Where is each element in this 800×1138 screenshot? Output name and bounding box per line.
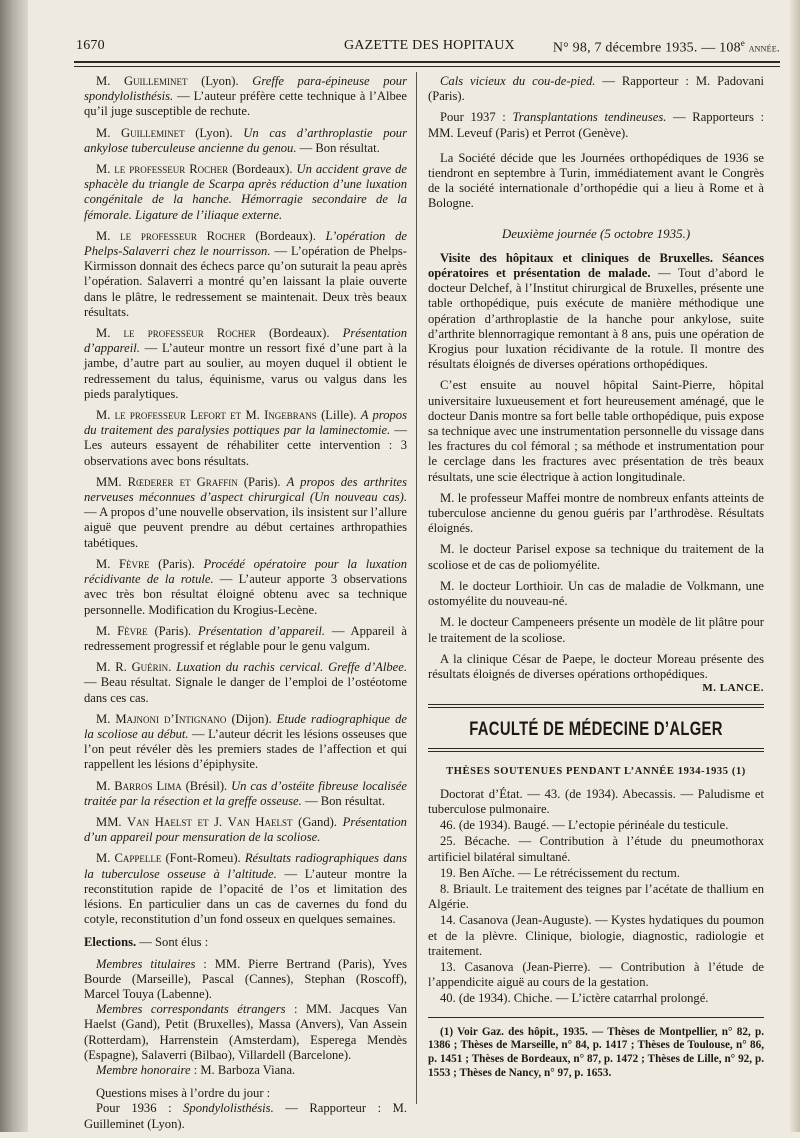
elections-text: — Sont élus : bbox=[136, 935, 209, 950]
thesis-entry: 8. Briault. Le traitement des teignes par l’acétate de thallium en Algérie. bbox=[428, 881, 764, 912]
author-place: (Brésil). bbox=[181, 778, 232, 793]
section-rule bbox=[428, 748, 764, 752]
communication-fevre-1 bbox=[84, 557, 407, 618]
author-place: (Lyon). bbox=[184, 125, 244, 140]
members-list: : MM. Pierre Bertrand (Paris), Yves Bourde (Marseille), Pascal (Cannes), Stephan (Roscoff), Marcel Touya (Labenne). bbox=[84, 956, 407, 1001]
header-rule-top bbox=[74, 61, 780, 63]
author-name: M. Fèvre bbox=[96, 556, 150, 571]
author-name: MM. Rœderer et Graffin bbox=[96, 474, 238, 489]
author-place: (Lyon). bbox=[187, 74, 253, 88]
thesis-entry: Doctorat d’État. — 43. (de 1934). Abecassis. — Paludisme et tuberculose pulmonaire. bbox=[428, 786, 764, 816]
thesis-entry: 46. (de 1934). Baugé. — L’ectopie périnéale du testicule. bbox=[440, 818, 729, 833]
second-day-heading: Deuxième journée (5 octobre 1935.) bbox=[501, 225, 691, 241]
author-place: (Paris). bbox=[237, 474, 287, 489]
communication-title: Présentation d’appareil. bbox=[198, 623, 326, 638]
maffei-paragraph: M. le professeur Maffei montre de nombreux enfants atteints de tuberculose ancienne du genou guéris par l’arthrodèse. Résultats éloignés. bbox=[428, 490, 764, 536]
communication-guilleminet-2 bbox=[84, 126, 407, 156]
agenda-title: Spondylolisthésis. bbox=[183, 1101, 274, 1116]
theses-list bbox=[428, 787, 764, 1007]
author-name: M. Fèvre bbox=[96, 623, 148, 638]
communication-text: — Bon résultat. bbox=[301, 793, 386, 808]
saint-pierre-paragraph: C’est ensuite au nouvel hôpital Saint-Pierre, hôpital universitaire luxueusement et fort heureusement aménagé, que le docteur Danis montre sa fort belle table orthopédique, puis expose sa technique avec une instrumentation personnelle du vissage dans les fractures du col fémoral ; sa méthode et instrumentation pour le cerclage dans les fractures avec présentation de très beaux résultats, une scie électrique à action longitudinale. bbox=[428, 378, 764, 484]
section-rule bbox=[428, 704, 764, 708]
right-column bbox=[428, 74, 764, 1081]
author-name: M. Barros Lima bbox=[96, 778, 182, 793]
communication-majnoni bbox=[84, 712, 407, 773]
elections-heading: Elections. bbox=[84, 935, 137, 950]
communication-fevre-2 bbox=[84, 624, 407, 654]
titular-members bbox=[84, 957, 407, 1003]
communication-title: Présentation d’appareil. bbox=[84, 326, 407, 356]
agenda-heading: Questions mises à l’ordre du jour : bbox=[96, 1086, 271, 1101]
communication-text: — A propos d’une nouvelle observation, ils insistent sur l’allure aiguë que peuvent prendre au début certaines arthropathies tabétiques. bbox=[84, 505, 407, 550]
agenda-cals bbox=[428, 74, 764, 104]
author-name: M. Majnoni d’Intignano bbox=[96, 711, 227, 726]
visit-paragraph bbox=[428, 251, 764, 373]
thesis-entry: 19. Ben Aïche. — Le rétrécissement du rectum. bbox=[440, 865, 680, 880]
communication-text: — L’auteur montre un ressort fixé d’une part à la jambe, d’autre part au soulier, au moyen duquel il obtient le redressement du talus, équinisme, varus ou valgus dans les pieds paralytiques. bbox=[84, 341, 407, 401]
communication-title: A propos des arthrites nerveuses méconnues d’aspect chirurgical (Un nouveau cas). bbox=[84, 474, 408, 505]
campeneers-paragraph: M. le docteur Campeneers présente un modèle de lit plâtre pour le traitement de la scoliose. bbox=[428, 615, 764, 645]
lorthioir-paragraph: M. le docteur Lorthioir. Un cas de maladie de Volkmann, une ostomyélite du nouveau-né. bbox=[428, 578, 764, 609]
column-divider bbox=[416, 72, 417, 1104]
footnote: (1) Voir Gaz. des hôpit., 1935. — Thèses de Montpellier, n° 82, p. 1386 ; Thèses de Marseille, n° 84, p. 1417 ; Thèses de Toulouse, n° 86, p. 1451 ; Thèses de Bordeaux, n° 87, p. 1472 ; Thèses de Lille, n° 92, p. 1553 ; Thèses de Nancy, n° 97, p. 1653. bbox=[428, 1025, 764, 1079]
author-place: (Paris). bbox=[149, 556, 204, 571]
running-header bbox=[76, 38, 780, 60]
members-list: : MM. Jacques Van Haelst (Gand), Petit (Bruxelles), Massa (Anvers), Van Assein (Rotterdam), Harrenstein (Amsterdam), Esperega Mendès (Espagne), Salaverri (Bilbao), Villardell (Barcelone). bbox=[84, 1002, 407, 1062]
author-place: (Bordeaux). bbox=[245, 228, 326, 243]
left-column bbox=[84, 74, 407, 1138]
agenda-text: — Rapporteur : M. Padovani (Paris). bbox=[428, 74, 764, 104]
honorary-member bbox=[84, 1063, 407, 1078]
communication-title: Greffe para-épineuse pour spondylolisthésis. bbox=[84, 74, 407, 104]
communication-title: Un cas d’ostéite fibreuse localisée traitée par la résection et la greffe osseuse. bbox=[84, 778, 407, 808]
communication-title: Présentation d’un appareil pour mensuration de la scoliose. bbox=[84, 814, 407, 845]
issue-number-date: N° 98, 7 décembre 1935. — 108 bbox=[552, 40, 741, 56]
agenda-text: — Rapporteurs : MM. Leveuf (Paris) et Perrot (Genève). bbox=[428, 110, 764, 140]
communication-title: Luxation du rachis cervical. Greffe d’Albee. bbox=[176, 660, 407, 675]
author-place: (Paris). bbox=[147, 623, 198, 638]
page-right-edge bbox=[790, 0, 800, 1132]
agenda-title: Cals vicieux du cou-de-pied. bbox=[440, 74, 596, 88]
communication-title: A propos du traitement des paralysies pottiques par la laminectomie. bbox=[84, 408, 407, 438]
communication-text: — Les auteurs essayent de réhabiliter cette intervention : 3 observations avec bons résultats. bbox=[84, 423, 407, 468]
faculty-heading: FACULTÉ DE MÉDECINE D’ALGER bbox=[469, 719, 723, 741]
author-name: M. le professeur Rocher bbox=[96, 228, 246, 243]
header-rule-bottom bbox=[74, 66, 780, 67]
members-label: Membres titulaires bbox=[96, 956, 196, 971]
author-name: M. le professeur Rocher bbox=[96, 162, 229, 177]
theses-heading: THÈSES SOUTENUES PENDANT L’ANNÉE 1934-1935 (1) bbox=[446, 765, 746, 777]
members-label: Membre honoraire bbox=[96, 1062, 191, 1077]
communication-text: — Appareil à redressement progressif et réglable pour le genu valgum. bbox=[84, 623, 407, 653]
thesis-entry: 40. (de 1934). Chiche. — L’ictère catarrhal prolongé. bbox=[440, 991, 709, 1006]
communication-roederer bbox=[84, 475, 407, 551]
author-name: M. Guilleminet bbox=[96, 125, 185, 140]
communication-van-haelst bbox=[84, 815, 407, 845]
agenda-1937 bbox=[428, 110, 764, 140]
page-number: 1670 bbox=[76, 38, 105, 53]
author-place: (Gand). bbox=[292, 814, 343, 829]
author-place: (Bordeaux). bbox=[255, 326, 343, 341]
issue-info bbox=[553, 38, 780, 57]
communication-text: — L’auteur préfère cette technique à l’Albee qu’il juge susceptible de rechute. bbox=[84, 89, 407, 119]
communication-text: — L’auteur apporte 3 observations avec très bon résultat éloigné obtenu avec sa technique personnelle. Modification du Krogius-Lecène. bbox=[84, 572, 408, 617]
agenda-lead: Pour 1937 : bbox=[440, 110, 513, 125]
author-place: . bbox=[168, 660, 177, 675]
author-name: M. Guilleminet bbox=[96, 74, 188, 88]
author-place: (Font-Romeu). bbox=[161, 851, 245, 866]
issue-year-label: année. bbox=[748, 40, 780, 55]
thesis-entry: 25. Bécache. — Contribution à l’étude du pneumothorax artificiel bilatéral simultané. bbox=[428, 834, 764, 864]
agenda-text: — Rapporteur : M. Guilleminet (Lyon). bbox=[84, 1101, 407, 1131]
communication-text: — Beau résultat. Signale le danger de l’emploi de l’ostéotome dans ces cas. bbox=[84, 675, 407, 705]
author-name: M. R. Guérin bbox=[96, 660, 169, 675]
thesis-entry: 14. Casanova (Jean-Auguste). — Kystes hydatiques du poumon et de la plèvre. Clinique, biologie, diagnostic, radiologie et traitement. bbox=[428, 913, 764, 958]
members-list: : M. Barboza Viana. bbox=[190, 1062, 296, 1077]
communication-rocher-3 bbox=[84, 326, 407, 402]
communication-guerin bbox=[84, 660, 407, 706]
communication-title: Procédé opératoire pour la luxation récidivante de la rotule. bbox=[84, 556, 407, 587]
communication-text: — L’auteur décrit les lésions osseuses que l’on peut révéler dès les premiers stades de l’affection et qui rappellent les lésions d’épiphysite. bbox=[84, 726, 407, 772]
journal-title: GAZETTE DES HOPITAUX bbox=[344, 38, 515, 53]
society-decision: La Société décide que les Journées orthopédiques de 1936 se tiendront en septembre à Turin, immédiatement avant le Congrès de la société internationale d’orthopédie qui a lieu à Rome et à Bologne. bbox=[428, 150, 764, 211]
communication-text: — L’auteur montre la reconstitution rapide de l’opacité de l’os et limitation des lésions. En particulier dans un cas de cavernes du fond du cotyle, reconstitution d’un fond osseux en quelques semaines. bbox=[84, 866, 407, 927]
foreign-members bbox=[84, 1002, 407, 1063]
communication-title: Résultats radiographiques dans la tuberculose osseuse à l’altitude. bbox=[84, 851, 407, 881]
author-name: M. le professeur Rocher bbox=[96, 326, 256, 341]
communication-lefort bbox=[84, 408, 407, 469]
communication-title: Etude radiographique de la scoliose au début. bbox=[84, 711, 408, 741]
footnote-rule bbox=[428, 1017, 764, 1018]
communication-text: — L’opération de Phelps-Kirmisson donnait des échecs parce qu’on suturait la peau après l’opération. Salaverri a montré qu’en laissant la plaie ouverte dans le plâtre, le redressement se maintenait. Deux très beaux résultats. bbox=[84, 244, 407, 319]
author-name: MM. Van Haelst et J. Van Haelst bbox=[96, 814, 293, 829]
agenda-title: Transplantations tendineuses. bbox=[512, 110, 667, 125]
communication-barros-lima bbox=[84, 779, 407, 809]
communication-title: Un accident grave de sphacèle du triangle de Scarpa après réduction d’une luxation congénitale de la hanche. Hémorragie secondaire de la fémorale. Ligature de l’iliaque externe. bbox=[84, 162, 407, 222]
members-label: Membres correspondants étrangers bbox=[96, 1002, 286, 1017]
article-signature: M. LANCE. bbox=[702, 682, 764, 695]
moreau-paragraph: A la clinique César de Paepe, le docteur Moreau présente des résultats éloignés de diverses opérations orthopédiques. bbox=[428, 651, 764, 681]
visit-heading: Visite des hôpitaux et cliniques de Bruxelles. Séances opératoires et présentation de malade. bbox=[428, 250, 764, 281]
page-gutter-shadow bbox=[0, 0, 28, 1132]
elections-paragraph bbox=[84, 935, 407, 950]
thesis-entry: 13. Casanova (Jean-Pierre). — Contribution à l’étude de l’appendicite aiguë au cours de la gestation. bbox=[428, 959, 764, 990]
author-name: M. Cappelle bbox=[96, 851, 162, 866]
communication-text: — Bon résultat. bbox=[296, 140, 380, 155]
communication-title: L’opération de Phelps-Salaverri chez le nourrisson. bbox=[84, 228, 407, 259]
communication-rocher-1 bbox=[84, 162, 407, 223]
agenda-1936 bbox=[84, 1101, 407, 1131]
author-place: (Dijon). bbox=[226, 711, 277, 726]
communication-rocher-2 bbox=[84, 229, 407, 320]
communication-cappelle bbox=[84, 851, 407, 927]
author-place: (Bordeaux). bbox=[228, 162, 297, 177]
visit-text: — Tout d’abord le docteur Delchef, à l’Institut chirurgical de Bruxelles, présente une table orthopédique, puis exécute de manière méthodique une opération d’arthroplastie de la hanche pour ankylose, suite d’arthrite blennorragique remontant à 8 ans, puis une opération de Krogius pour luxation récidivante de la rotule. Il montre des résultats éloignés de diverses opérations orthopédiques. bbox=[428, 266, 764, 372]
agenda-lead: Pour 1936 : bbox=[96, 1101, 184, 1116]
parisel-paragraph: M. le docteur Parisel expose sa technique du traitement de la scoliose et de cas de poliomyélite. bbox=[428, 542, 764, 572]
issue-sup: e bbox=[740, 38, 745, 48]
communication-guilleminet-1 bbox=[84, 74, 407, 120]
communication-title: Un cas d’arthroplastie pour ankylose tuberculeuse ancienne du genou. bbox=[84, 125, 407, 155]
author-place: (Lille). bbox=[316, 408, 361, 423]
author-name: M. le professeur Lefort et M. Ingebrans bbox=[96, 408, 317, 423]
